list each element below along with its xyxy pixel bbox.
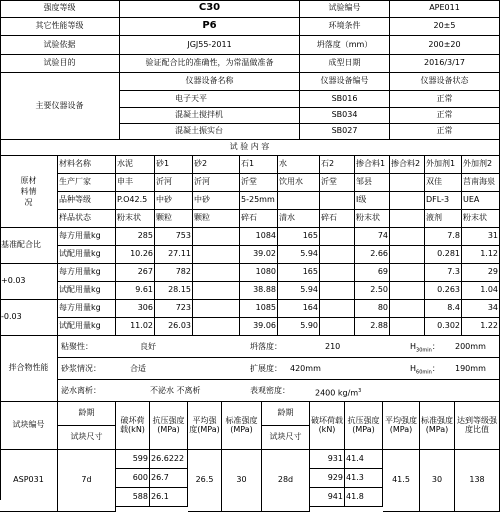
- plus-mix-row-1-cell-1: 9.61: [116, 282, 155, 300]
- age-head-2: 龄期: [262, 402, 310, 426]
- std-28d: 30: [420, 450, 455, 512]
- plus-mix-row-1-cell-5: 5.94: [278, 282, 320, 300]
- plus-mix-row-0-cell-1: 267: [116, 264, 155, 282]
- minus-mix-row-1-cell-4: 39.06: [240, 318, 278, 336]
- minus-mix-row-1-cell-2: 26.03: [155, 318, 193, 336]
- h60-sub: 60min: [416, 369, 432, 376]
- raw-row-0-cell-0: 材料名称: [58, 156, 116, 174]
- strength-head-2: 破坏荷载(kN): [116, 402, 150, 450]
- minus-mix-row-1-cell-5: 5.90: [278, 318, 320, 336]
- density-unit: kg/m: [337, 388, 359, 398]
- header-r2-cell-1: P6: [120, 18, 300, 36]
- plus-mix-row-1-cell-2: 28.15: [155, 282, 193, 300]
- strength-head-7: 破坏荷载(kN): [310, 402, 345, 450]
- base-mix-row-1-cell-6: [320, 246, 355, 264]
- strength-7d-1: 26.7: [150, 469, 188, 488]
- minus-mix-row-0-cell-3: [193, 300, 240, 318]
- raw-row-1-cell-5: 饮用水: [278, 174, 320, 192]
- instrument-row-0-cell-0: 电子天平: [120, 91, 300, 108]
- header-r1-cell-1: C30: [120, 0, 300, 18]
- base-mix-row-0-cell-6: [320, 228, 355, 246]
- strength-28d-1: 41.3: [345, 469, 383, 488]
- instrument-row-0-cell-1: SB016: [300, 91, 390, 108]
- minus-mix-row-0-cell-9: 8.4: [425, 300, 462, 318]
- minus-mix-row-1-cell-10: 1.22: [462, 318, 500, 336]
- header-r2-cell-0: 其它性能等级: [0, 18, 120, 36]
- strength-head-11: 达到等级强度比值: [455, 402, 500, 450]
- instrument-row-0-cell-2: 正常: [390, 91, 500, 108]
- header-r1-cell-0: 强度等级: [0, 0, 120, 18]
- plus-mix-row-0-cell-8: [390, 264, 425, 282]
- density-value: [315, 386, 361, 399]
- base-mix-row-1-cell-10: 1.12: [462, 246, 500, 264]
- header-r4-cell-3: 2016/3/17: [390, 55, 500, 73]
- raw-row-1-cell-8: [390, 174, 425, 192]
- instrument-row-2-cell-0: 混凝土振实台: [120, 124, 300, 140]
- header-r4-cell-1: 验证配合比的准确性，为常温做准备: [120, 55, 300, 73]
- avg-7d: 26.5: [188, 450, 222, 512]
- raw-row-3-cell-9: 液剂: [425, 210, 462, 228]
- header-r3-cell-3: 200±20: [390, 36, 500, 55]
- instrument-row-1-cell-2: 正常: [390, 108, 500, 124]
- std-7d: 30: [222, 450, 262, 512]
- header-r2-cell-3: 20±5: [390, 18, 500, 36]
- minus-mix-row-0-cell-8: [390, 300, 425, 318]
- h30-letter: H: [410, 342, 417, 351]
- viscosity-value: 良好: [140, 342, 156, 351]
- load-28d-2: 941: [310, 488, 345, 507]
- header-r4-cell-2: 成型日期: [300, 55, 390, 73]
- strength-head-4: 平均强度(MPa): [188, 402, 222, 450]
- load-7d-1: 600: [116, 469, 150, 488]
- density-sup: 3: [358, 388, 362, 394]
- raw-row-0-cell-7: 掺合料1: [355, 156, 390, 174]
- spread-label: 扩展度：: [250, 364, 282, 373]
- raw-row-1-cell-0: 生产厂家: [58, 174, 116, 192]
- base-mix-row-1-cell-1: 10.26: [116, 246, 155, 264]
- h30-label: [410, 342, 440, 356]
- raw-row-0-cell-9: 外加剂1: [425, 156, 462, 174]
- minus-mix-row-1-cell-3: [193, 318, 240, 336]
- strength-head-3: 抗压强度(MPa): [150, 402, 188, 450]
- h60-label: [410, 364, 440, 378]
- raw-row-1-cell-2: 沂河: [155, 174, 193, 192]
- raw-row-0-cell-3: 砂2: [193, 156, 240, 174]
- base-mix-row-1-cell-2: 27.11: [155, 246, 193, 264]
- instruments-head-2: 仪器设备状态: [390, 73, 500, 91]
- raw-row-3-cell-10: 粉末状: [462, 210, 500, 228]
- raw-row-2-cell-2: 中砂: [155, 192, 193, 210]
- h30-sub: 30min: [416, 347, 432, 354]
- minus-mix-row-1-cell-9: 0.302: [425, 318, 462, 336]
- raw-row-2-cell-9: DFL-3: [425, 192, 462, 210]
- raw-row-1-cell-3: 沂河: [193, 174, 240, 192]
- raw-row-1-cell-9: 双佳: [425, 174, 462, 192]
- base-mix-row-1-cell-7: 2.66: [355, 246, 390, 264]
- raw-row-1-cell-10: 莒南海泉: [462, 174, 500, 192]
- workability-label: 拌合物性能: [0, 336, 58, 402]
- density-label: 表观密度：: [250, 386, 290, 395]
- strength-7d-0: 26.6222: [150, 450, 188, 469]
- plus-mix-row-0-cell-5: 165: [278, 264, 320, 282]
- base-mix-row-1-cell-3: [193, 246, 240, 264]
- plus-mix-row-0-cell-4: 1080: [240, 264, 278, 282]
- h30-colon: ：: [431, 342, 440, 351]
- minus-mix-label: -0.03: [0, 300, 58, 336]
- strength-head-10: 标准强度(MPa): [420, 402, 455, 450]
- spread-value: 420mm: [290, 364, 321, 373]
- instrument-row-1-cell-1: SB034: [300, 108, 390, 124]
- raw-row-0-cell-8: 掺合料2: [390, 156, 425, 174]
- raw-row-0-cell-2: 砂1: [155, 156, 193, 174]
- slump-label: 坍落度：: [250, 342, 282, 351]
- header-r2-cell-2: 环境条件: [300, 18, 390, 36]
- strength-head-9: 平均强度(MPa): [383, 402, 420, 450]
- h60-value: 190mm: [455, 364, 486, 373]
- raw-row-1-cell-6: 沂堂: [320, 174, 355, 192]
- age-28d: 28d: [262, 450, 310, 512]
- base-mix-row-0-cell-3: [193, 228, 240, 246]
- raw-row-2-cell-1: P.O42.5: [116, 192, 155, 210]
- plus-mix-row-1-cell-7: 2.50: [355, 282, 390, 300]
- raw-row-1-cell-1: 申丰: [116, 174, 155, 192]
- strength-head-5: 标准强度(MPa): [222, 402, 262, 450]
- plus-mix-row-1-cell-10: 1.04: [462, 282, 500, 300]
- h30-value: 200mm: [455, 342, 486, 351]
- minus-mix-row-0-cell-5: 164: [278, 300, 320, 318]
- base-mix-row-0-cell-8: [390, 228, 425, 246]
- base-mix-row-1-cell-8: [390, 246, 425, 264]
- base-mix-row-0-cell-1: 285: [116, 228, 155, 246]
- raw-row-3-cell-2: 颗粒: [155, 210, 193, 228]
- raw-row-2-cell-10: UEA: [462, 192, 500, 210]
- h60-colon: ：: [431, 364, 440, 373]
- bleed-value: 不泌水 不离析: [150, 386, 201, 395]
- raw-row-0-cell-1: 水泥: [116, 156, 155, 174]
- bleed-label: 泌水离析：: [61, 386, 101, 395]
- header-r3-cell-0: 试验依据: [0, 36, 120, 55]
- base-mix-row-1-cell-9: 0.281: [425, 246, 462, 264]
- minus-mix-row-0-cell-10: 34: [462, 300, 500, 318]
- raw-row-3-cell-7: 粉末状: [355, 210, 390, 228]
- plus-mix-row-0-cell-2: 782: [155, 264, 193, 282]
- header-r1-cell-3: APE011: [390, 0, 500, 18]
- raw-row-0-cell-10: 外加剂2: [462, 156, 500, 174]
- minus-mix-row-1-cell-8: [390, 318, 425, 336]
- minus-mix-row-0-cell-2: 723: [155, 300, 193, 318]
- plus-mix-row-0-cell-6: [320, 264, 355, 282]
- section-title: 试 验 内 容: [0, 140, 500, 156]
- raw-row-2-cell-6: [320, 192, 355, 210]
- minus-mix-row-1-cell-7: 2.88: [355, 318, 390, 336]
- raw-row-2-cell-5: [278, 192, 320, 210]
- instrument-row-2-cell-2: 正常: [390, 124, 500, 140]
- raw-row-3-cell-5: 清水: [278, 210, 320, 228]
- base-mix-row-0-cell-7: 74: [355, 228, 390, 246]
- plus-mix-row-0-cell-3: [193, 264, 240, 282]
- plus-mix-row-1-cell-8: [390, 282, 425, 300]
- raw-row-3-cell-8: [390, 210, 425, 228]
- raw-row-0-cell-4: 石1: [240, 156, 278, 174]
- strength-head-8: 抗压强度(MPa): [345, 402, 383, 450]
- plus-mix-row-1-cell-4: 38.88: [240, 282, 278, 300]
- header-r4-cell-0: 试验目的: [0, 55, 120, 73]
- header-r3-cell-1: JGJ55-2011: [120, 36, 300, 55]
- base-mix-row-0-cell-4: 1084: [240, 228, 278, 246]
- load-28d-1: 929: [310, 469, 345, 488]
- raw-row-3-cell-6: 碎石: [320, 210, 355, 228]
- base-mix-label: 基准配合比: [0, 228, 58, 264]
- raw-row-2-cell-7: Ⅰ级: [355, 192, 390, 210]
- specimen-size-head: 试块尺寸: [58, 426, 116, 450]
- base-mix-row-1-cell-0: 试配用量kg: [58, 246, 116, 264]
- avg-28d: 41.5: [383, 450, 420, 512]
- specimen-id: ASP031: [0, 450, 58, 512]
- raw-row-2-cell-3: 中砂: [193, 192, 240, 210]
- instruments-head-1: 仪器设备编号: [300, 73, 390, 91]
- instrument-row-2-cell-1: SB027: [300, 124, 390, 140]
- raw-row-1-cell-4: 沂堂: [240, 174, 278, 192]
- plus-mix-row-0-cell-7: 69: [355, 264, 390, 282]
- base-mix-row-1-cell-4: 39.02: [240, 246, 278, 264]
- instruments-head-0: 仪器设备名称: [120, 73, 300, 91]
- age-head-1: 龄期: [58, 402, 116, 426]
- base-mix-row-0-cell-9: 7.8: [425, 228, 462, 246]
- strength-ratio: 138: [455, 450, 500, 512]
- plus-mix-row-1-cell-3: [193, 282, 240, 300]
- minus-mix-row-0-cell-4: 1085: [240, 300, 278, 318]
- specimen-id-head: 试块编号: [0, 402, 58, 450]
- raw-row-3-cell-4: 碎石: [240, 210, 278, 228]
- density-number: 2400: [315, 388, 336, 398]
- plus-mix-row-1-cell-0: 试配用量kg: [58, 282, 116, 300]
- header-r1-cell-2: 试验编号: [300, 0, 390, 18]
- minus-mix-row-0-cell-1: 306: [116, 300, 155, 318]
- raw-row-3-cell-0: 样品状态: [58, 210, 116, 228]
- raw-row-3-cell-3: 颗粒: [193, 210, 240, 228]
- instruments-label: 主要仪器设备: [0, 73, 120, 140]
- plus-mix-row-0-cell-9: 7.3: [425, 264, 462, 282]
- strength-28d-2: 41.8: [345, 488, 383, 507]
- raw-materials-label: 原材料情况: [0, 156, 58, 228]
- load-7d-2: 588: [116, 488, 150, 507]
- header-r3-cell-2: 坍落度（mm）: [300, 36, 390, 55]
- plus-mix-row-1-cell-9: 0.263: [425, 282, 462, 300]
- load-7d-0: 599: [116, 450, 150, 469]
- base-mix-row-0-cell-5: 165: [278, 228, 320, 246]
- base-mix-row-0-cell-2: 753: [155, 228, 193, 246]
- raw-row-0-cell-6: 石2: [320, 156, 355, 174]
- base-mix-row-0-cell-0: 每方用量kg: [58, 228, 116, 246]
- minus-mix-row-0-cell-0: 每方用量kg: [58, 300, 116, 318]
- strength-7d-2: 26.1: [150, 488, 188, 507]
- raw-row-3-cell-1: 粉末状: [116, 210, 155, 228]
- specimen-size-head-2: 试块尺寸: [262, 426, 310, 450]
- raw-row-2-cell-0: 品种等级: [58, 192, 116, 210]
- plus-mix-label: +0.03: [0, 264, 58, 300]
- minus-mix-row-0-cell-6: [320, 300, 355, 318]
- minus-mix-row-0-cell-7: 80: [355, 300, 390, 318]
- age-7d: 7d: [58, 450, 116, 512]
- slump-value: 210: [325, 342, 341, 351]
- h60-letter: H: [410, 364, 417, 373]
- strength-28d-0: 41.4: [345, 450, 383, 469]
- minus-mix-row-1-cell-1: 11.02: [116, 318, 155, 336]
- raw-row-2-cell-4: 5-25mm: [240, 192, 278, 210]
- plus-mix-row-0-cell-0: 每方用量kg: [58, 264, 116, 282]
- minus-mix-row-1-cell-6: [320, 318, 355, 336]
- sand-value: 合适: [130, 364, 146, 373]
- instrument-row-1-cell-0: 混凝土搅拌机: [120, 108, 300, 124]
- base-mix-row-0-cell-10: 31: [462, 228, 500, 246]
- load-28d-0: 931: [310, 450, 345, 469]
- plus-mix-row-1-cell-6: [320, 282, 355, 300]
- raw-row-2-cell-8: [390, 192, 425, 210]
- raw-row-0-cell-5: 水: [278, 156, 320, 174]
- raw-row-1-cell-7: 邹县: [355, 174, 390, 192]
- sand-label: 砂浆情况：: [61, 364, 101, 373]
- base-mix-row-1-cell-5: 5.94: [278, 246, 320, 264]
- viscosity-label: 粘聚性：: [61, 342, 93, 351]
- minus-mix-row-1-cell-0: 试配用量kg: [58, 318, 116, 336]
- plus-mix-row-0-cell-10: 29: [462, 264, 500, 282]
